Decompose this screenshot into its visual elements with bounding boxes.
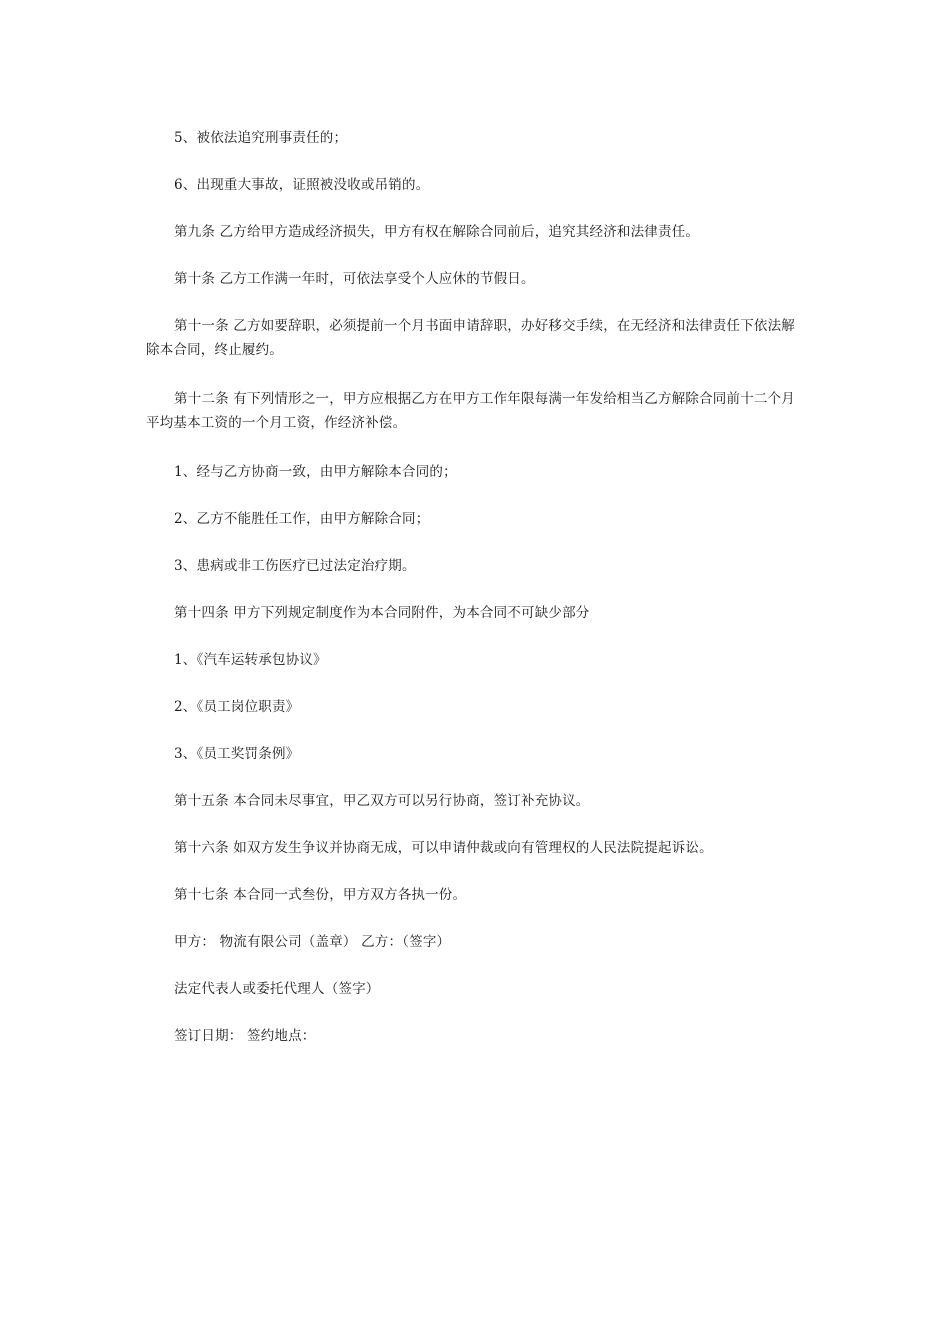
article-10: 第十条 乙方工作满一年时，可依法享受个人应休的节假日。 <box>174 271 535 287</box>
article-16: 第十六条 如双方发生争议并协商无成，可以申请仲裁或向有管理权的人民法院提起诉讼。 <box>174 840 713 856</box>
article-12: 第十二条 有下列情形之一，甲方应根据乙方在甲方工作年限每满一年发给相当乙方解除合同前十二个月平均基本工资的一个月工资，作经济补偿。 <box>146 391 795 431</box>
article-9: 第九条 乙方给甲方造成经济损失，甲方有权在解除合同前后，追究其经济和法律责任。 <box>174 224 700 240</box>
article-12-item-1: 1、经与乙方协商一致，由甲方解除本合同的； <box>174 464 457 480</box>
article-14-item-1: 1、《汽车运转承包协议》 <box>174 652 327 668</box>
article-12-item-2: 2、乙方不能胜任工作，由甲方解除合同； <box>174 511 430 527</box>
party-signatures: 甲方： 物流有限公司（盖章） 乙方：（签字） <box>174 934 451 950</box>
article-15: 第十五条 本合同未尽事宜，甲乙双方可以另行协商，签订补充协议。 <box>174 793 590 809</box>
article-14: 第十四条 甲方下列规定制度作为本合同附件，为本合同不可缺少部分 <box>174 605 590 621</box>
legal-representative: 法定代表人或委托代理人（签字） <box>174 981 380 997</box>
clause-item-5: 5、被依法追究刑事责任的； <box>174 130 348 146</box>
article-14-item-2: 2、《员工岗位职责》 <box>174 699 300 715</box>
article-12-item-3: 3、患病或非工伤医疗已过法定治疗期。 <box>174 558 416 574</box>
clause-item-6: 6、出现重大事故，证照被没收或吊销的。 <box>174 177 430 193</box>
article-11: 第十一条 乙方如要辞职，必须提前一个月书面申请辞职，办好移交手续，在无经济和法律责任下依法解除本合同，终止履约。 <box>146 318 795 358</box>
article-17: 第十七条 本合同一式叁份，甲方双方各执一份。 <box>174 887 467 903</box>
signing-date-place: 签订日期： 签约地点： <box>174 1028 316 1044</box>
article-14-item-3: 3、《员工奖罚条例》 <box>174 746 300 762</box>
